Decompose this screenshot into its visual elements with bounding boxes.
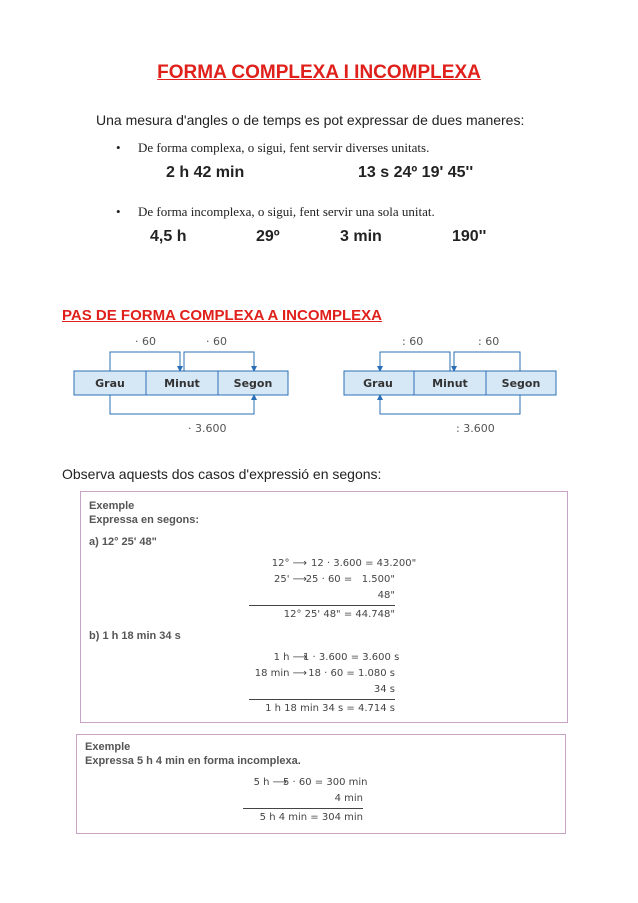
example-value: 3 min bbox=[340, 228, 382, 245]
example-box-incomplexa bbox=[76, 734, 566, 834]
example-value: 4,5 h bbox=[150, 228, 187, 245]
unit-minut: Minut bbox=[432, 377, 468, 390]
bottom-op-label: · 3.600 bbox=[188, 422, 227, 435]
sum-line bbox=[249, 605, 395, 606]
calc-left: 25' ⟶ bbox=[274, 574, 307, 585]
calc-right: 1 · 3.600 = 3.600 s bbox=[303, 652, 400, 663]
calc-left: 18 min ⟶ bbox=[254, 668, 307, 679]
example-value: 190'' bbox=[452, 228, 487, 245]
unit-segon: Segon bbox=[501, 377, 541, 390]
arrow-segon-minut bbox=[454, 352, 520, 371]
calc-right: 48" bbox=[377, 590, 395, 601]
top-op-label: · 60 bbox=[135, 335, 156, 348]
calc-right: 5 · 60 = 300 min bbox=[283, 777, 368, 788]
bullet-dot-icon: • bbox=[116, 204, 121, 219]
example-subheading: Expressa 5 h 4 min en forma incomplexa. bbox=[85, 755, 301, 767]
page-title: FORMA COMPLEXA I INCOMPLEXA bbox=[157, 62, 481, 83]
unit-grau: Grau bbox=[95, 377, 125, 390]
case-b-label: b) 1 h 18 min 34 s bbox=[89, 630, 181, 642]
diagram-multiply bbox=[74, 335, 288, 435]
conversion-diagrams bbox=[0, 328, 638, 440]
diagram-divide bbox=[344, 335, 556, 435]
calc-right: 12 · 3.600 = 43.200" bbox=[311, 558, 417, 569]
intro-text: Una mesura d'angles o de temps es pot expressar de dues maneres: bbox=[96, 112, 525, 128]
arrow-minut-segon bbox=[184, 352, 254, 371]
calc-result: 5 h 4 min = 304 min bbox=[259, 812, 363, 823]
unit-minut: Minut bbox=[164, 377, 200, 390]
calc-left: 12° ⟶ bbox=[271, 558, 307, 569]
example-heading: Exemple bbox=[85, 741, 131, 753]
unit-segon: Segon bbox=[233, 377, 273, 390]
bullet-dot-icon: • bbox=[116, 140, 121, 155]
unit-grau: Grau bbox=[363, 377, 393, 390]
example-heading: Exemple bbox=[89, 500, 135, 512]
bullet-text: De forma incomplexa, o sigui, fent servir una sola unitat. bbox=[138, 204, 435, 219]
calc-right: 18 · 60 = 1.080 s bbox=[308, 668, 395, 679]
example-subheading: Expressa en segons: bbox=[89, 514, 200, 526]
example-box-seconds bbox=[80, 491, 568, 723]
sum-line bbox=[243, 808, 363, 809]
arrow-minut-grau bbox=[380, 352, 450, 371]
example-value: 29º bbox=[256, 228, 280, 245]
section-title: PAS DE FORMA COMPLEXA A INCOMPLEXA bbox=[62, 307, 383, 324]
observa-text: Observa aquests dos casos d'expressió en segons: bbox=[62, 466, 382, 482]
bullet-complexa bbox=[116, 140, 429, 156]
top-op-label: : 60 bbox=[402, 335, 424, 348]
arrow-grau-segon bbox=[110, 395, 254, 414]
example-value: 13 s 24º 19' 45'' bbox=[358, 164, 474, 181]
bottom-op-label: : 3.600 bbox=[456, 422, 495, 435]
calc-right: 25 · 60 = 1.500" bbox=[305, 574, 395, 585]
sum-line bbox=[249, 699, 395, 700]
arrow-segon-grau bbox=[380, 395, 520, 414]
arrow-grau-minut bbox=[110, 352, 180, 371]
example-value: 2 h 42 min bbox=[166, 164, 245, 181]
calc-right: 34 s bbox=[373, 684, 395, 695]
top-op-label: : 60 bbox=[478, 335, 500, 348]
calc-result: 1 h 18 min 34 s = 4.714 s bbox=[265, 703, 395, 714]
top-op-label: · 60 bbox=[206, 335, 227, 348]
calc-left: 1 h ⟶ bbox=[273, 652, 307, 663]
calc-left: 5 h ⟶ bbox=[253, 777, 287, 788]
bullet-incomplexa bbox=[116, 204, 435, 220]
case-a-label: a) 12° 25' 48" bbox=[89, 536, 157, 548]
bullet-text: De forma complexa, o sigui, fent servir diverses unitats. bbox=[138, 140, 430, 155]
calc-result: 12° 25' 48" = 44.748" bbox=[283, 609, 395, 620]
calc-right: 4 min bbox=[334, 793, 363, 804]
